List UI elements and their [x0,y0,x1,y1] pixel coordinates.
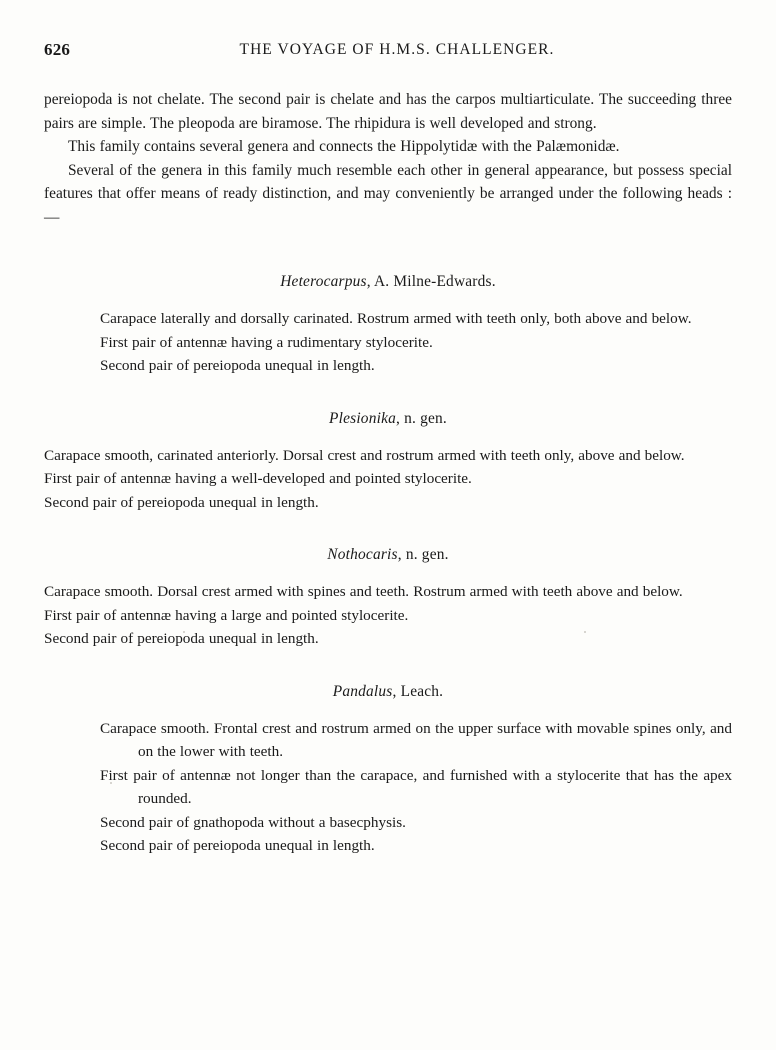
list-item: Carapace laterally and dorsally carinated. Rostrum armed with teeth only, both above and below. [100,310,692,327]
genus-heading [44,273,732,291]
page-number: 626 [44,40,71,59]
genus-name: Plesionika [329,409,396,427]
genus-authority: , Leach. [392,682,444,700]
genus-heading [44,410,732,428]
list-item: Carapace smooth. Dorsal crest armed with spines and teeth. Rostrum armed with teeth above and below. [44,583,683,600]
list-item: Carapace smooth, carinated anteriorly. Dorsal crest and rostrum armed with teeth only, above and below. [44,446,685,464]
genus-heading [44,546,732,564]
genus-character-list [44,580,732,651]
paragraph-2: This family contains several genera and connects the Hippolytidæ with the Palæmonidæ. [68,138,620,155]
paragraph-3: Several of the genera in this family much resemble each other in general appearance, but possess special features that offer means of ready distinction, and may conveniently be arranged under the following heads :— [44,161,732,226]
genus-authority: , n. gen. [396,409,447,427]
running-head-title: THE VOYAGE OF H.M.S. CHALLENGER. [239,41,555,58]
genus-section-heterocarpus [44,273,732,378]
list-item: Second pair of pereiopoda unequal in length. [44,493,319,511]
genus-name: Heterocarpus [280,273,367,290]
list-item: Carapace smooth. Frontal crest and rostrum armed on the upper surface with movable spines only, and on the lower with teeth. [100,719,732,760]
genus-name: Pandalus [332,682,393,700]
genus-character-list [44,444,732,515]
running-head [44,40,732,70]
genus-authority: , A. Milne-Edwards. [366,273,496,290]
list-item: Second pair of gnathopoda without a basecphysis. [100,813,406,831]
genus-heading [44,683,732,701]
list-item: First pair of antennæ having a rudimentary stylocerite. [100,333,433,351]
genus-section-plesionika [44,410,732,515]
genus-character-list [44,307,732,378]
genus-section-pandalus [44,683,732,858]
paragraph-1: pereiopoda is not chelate. The second pair is chelate and has the carpos multiarticulate. The succeeding three pairs are simple. The pleopoda are biramose. The rhipidura is well developed and strong. [44,91,732,132]
list-item: First pair of antennæ having a large and pointed stylocerite. [44,606,409,624]
genus-character-list [44,717,732,858]
list-item: Second pair of pereiopoda unequal in length. [100,357,375,374]
list-item: First pair of antennæ not longer than the carapace, and furnished with a stylocerite that has the apex rounded. [100,766,732,807]
list-item: Second pair of pereiopoda unequal in length. [44,630,319,647]
list-item: First pair of antennæ having a well-developed and pointed stylocerite. [44,470,472,487]
genus-name: Nothocaris [327,546,398,563]
genus-section-nothocaris [44,546,732,651]
list-item: Second pair of pereiopoda unequal in length. [100,837,375,854]
genus-authority: , n. gen. [397,546,449,563]
page-content [44,40,732,858]
